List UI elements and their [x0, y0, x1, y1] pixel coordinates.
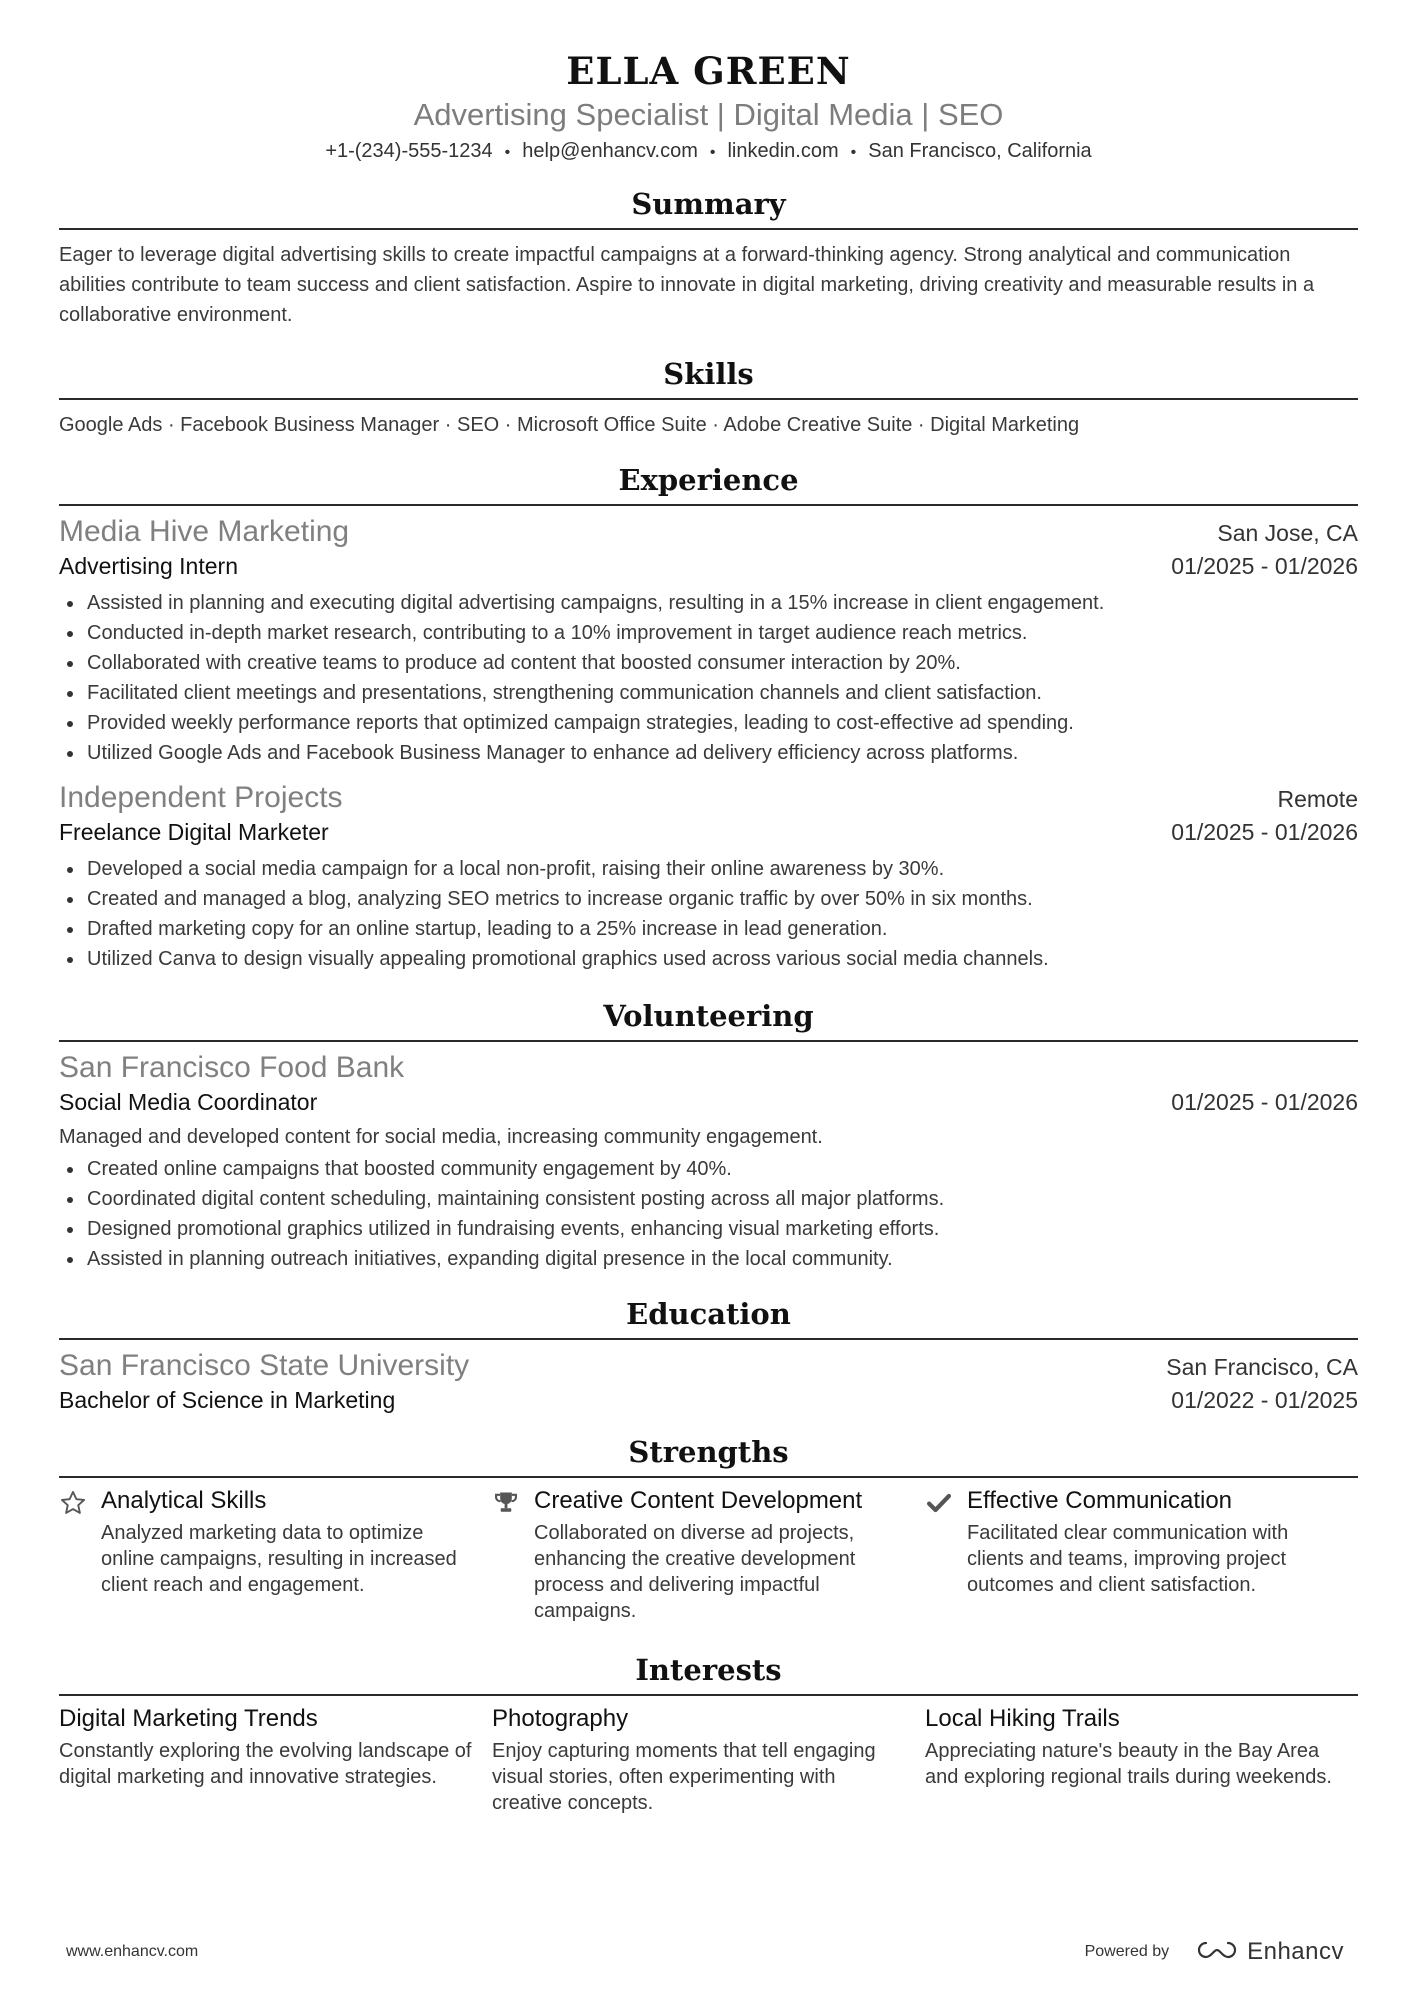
interest-item: [925, 1704, 1358, 1816]
list-item: Utilized Google Ads and Facebook Business Manager to enhance ad delivery efficiency across platforms.: [59, 738, 1358, 768]
strength-item: [59, 1486, 492, 1624]
list-item: Created online campaigns that boosted community engagement by 40%.: [59, 1154, 1358, 1184]
interest-description: Constantly exploring the evolving landscape of digital marketing and innovative strategies.: [59, 1740, 472, 1788]
strength-item: [492, 1486, 925, 1624]
strength-description: Collaborated on diverse ad projects, enhancing the creative development process and delivering impactful campaigns.: [534, 1522, 856, 1622]
job-location: San Jose, CA: [1217, 520, 1358, 546]
list-item: Conducted in-depth market research, contributing to a 10% improvement in target audience reach metrics.: [59, 618, 1358, 648]
list-item: Designed promotional graphics utilized in fundraising events, enhancing visual marketing efforts.: [59, 1214, 1358, 1244]
section-title: Interests: [59, 1652, 1358, 1696]
school-location: San Francisco, CA: [1166, 1354, 1358, 1380]
resume-page: [59, 0, 1358, 1816]
candidate-headline: Advertising Specialist | Digital Media | SEO: [413, 97, 1004, 132]
checkmark-icon: [925, 1486, 967, 1624]
section-title: Skills: [59, 356, 1358, 400]
trophy-icon: [492, 1486, 534, 1624]
volunteering-section: [59, 998, 1358, 1274]
education-entry: [59, 1348, 1358, 1416]
strength-description: Facilitated clear communication with clients and teams, improving project outcomes and client satisfaction.: [967, 1522, 1289, 1596]
job-title: Advertising Intern: [59, 553, 238, 579]
achievement-list: [59, 588, 1358, 768]
company-name: Independent Projects: [59, 781, 343, 814]
strength-description: Analyzed marketing data to optimize online campaigns, resulting in increased client reach and engagement.: [101, 1522, 457, 1596]
interests-grid: [59, 1704, 1358, 1816]
contact-line: [59, 138, 1358, 166]
section-title: Education: [59, 1296, 1358, 1340]
contact-location: San Francisco, California: [868, 140, 1092, 162]
resume-header: [59, 0, 1358, 166]
list-item: Utilized Canva to design visually appealing promotional graphics used across various social media channels.: [59, 944, 1358, 974]
strength-title: Effective Communication: [967, 1487, 1233, 1514]
strengths-section: [59, 1434, 1358, 1624]
organization-name: San Francisco Food Bank: [59, 1051, 405, 1084]
achievement-list: [59, 854, 1358, 974]
list-item: Assisted in planning and executing digital advertising campaigns, resulting in a 15% increase in client engagement.: [59, 588, 1358, 618]
volunteer-description: Managed and developed content for social media, increasing community engagement.: [59, 1126, 823, 1148]
page-footer: [66, 1938, 1344, 1966]
interest-description: Appreciating nature's beauty in the Bay Area and exploring regional trails during weekends.: [925, 1740, 1332, 1788]
contact-separator: •: [850, 144, 857, 161]
volunteer-dates: 01/2025 - 01/2026: [1171, 1089, 1358, 1115]
company-name: Media Hive Marketing: [59, 515, 350, 548]
strength-title: Analytical Skills: [101, 1487, 267, 1514]
list-item: Assisted in planning outreach initiatives, expanding digital presence in the local community.: [59, 1244, 1358, 1274]
contact-separator: •: [504, 144, 511, 161]
footer-website-link[interactable]: www.enhancv.com: [66, 1943, 199, 1960]
skills-section: [59, 356, 1358, 440]
section-title: Experience: [59, 462, 1358, 506]
experience-entry: [59, 780, 1358, 974]
interest-title: Photography: [492, 1705, 629, 1732]
volunteer-role: Social Media Coordinator: [59, 1089, 318, 1115]
job-dates: 01/2025 - 01/2026: [1171, 553, 1358, 579]
education-dates: 01/2022 - 01/2025: [1171, 1387, 1358, 1413]
list-item: Developed a social media campaign for a local non-profit, raising their online awareness by 30%.: [59, 854, 1358, 884]
experience-entry: [59, 514, 1358, 768]
degree-title: Bachelor of Science in Marketing: [59, 1387, 396, 1413]
interest-description: Enjoy capturing moments that tell engaging visual stories, often experimenting with creative concepts.: [492, 1740, 876, 1814]
interest-item: [492, 1704, 925, 1816]
summary-section: [59, 186, 1358, 330]
experience-section: [59, 462, 1358, 974]
job-title: Freelance Digital Marketer: [59, 819, 329, 845]
contact-separator: •: [709, 144, 716, 161]
strength-title: Creative Content Development: [534, 1487, 863, 1514]
brand-name[interactable]: Enhancv: [1247, 1938, 1344, 1965]
section-title: Volunteering: [59, 998, 1358, 1042]
list-item: Created and managed a blog, analyzing SEO metrics to increase organic traffic by over 50% in six months.: [59, 884, 1358, 914]
summary-text: Eager to leverage digital advertising skills to create impactful campaigns at a forward-thinking agency. Strong analytical and communication abilities contribute to team success and client satisfaction. Aspire to innovate in digital marketing, driving creativity and measurable results in a collaborative environment.: [59, 244, 1315, 326]
achievement-list: [59, 1154, 1358, 1274]
volunteering-entry: [59, 1050, 1358, 1274]
interests-section: [59, 1652, 1358, 1816]
interest-title: Digital Marketing Trends: [59, 1705, 318, 1732]
school-name: San Francisco State University: [59, 1349, 470, 1382]
list-item: Drafted marketing copy for an online startup, leading to a 25% increase in lead generation.: [59, 914, 1358, 944]
job-location: Remote: [1277, 786, 1358, 812]
enhancv-logo-icon: [1195, 1939, 1239, 1966]
contact-phone[interactable]: +1-(234)-555-1234: [325, 140, 493, 162]
interest-item: [59, 1704, 492, 1816]
candidate-name: ELLA GREEN: [566, 49, 851, 93]
list-item: Provided weekly performance reports that optimized campaign strategies, leading to cost-effective ad spending.: [59, 708, 1358, 738]
skills-list: Google Ads · Facebook Business Manager · SEO · Microsoft Office Suite · Adobe Creative Suite · Digital Marketing: [59, 414, 1080, 436]
list-item: Coordinated digital content scheduling, maintaining consistent posting across all major platforms.: [59, 1184, 1358, 1214]
interest-title: Local Hiking Trails: [925, 1705, 1120, 1732]
strengths-grid: [59, 1486, 1358, 1624]
strength-item: [925, 1486, 1358, 1624]
footer-branding: [1085, 1938, 1344, 1966]
section-title: Strengths: [59, 1434, 1358, 1478]
star-icon: [59, 1486, 101, 1624]
list-item: Facilitated client meetings and presentations, strengthening communication channels and client satisfaction.: [59, 678, 1358, 708]
list-item: Collaborated with creative teams to produce ad content that boosted consumer interaction by 20%.: [59, 648, 1358, 678]
section-title: Summary: [59, 186, 1358, 230]
job-dates: 01/2025 - 01/2026: [1171, 819, 1358, 845]
education-section: [59, 1296, 1358, 1416]
powered-by-label: Powered by: [1084, 1943, 1170, 1960]
contact-email[interactable]: help@enhancv.com: [522, 140, 698, 162]
contact-linkedin[interactable]: linkedin.com: [727, 140, 839, 162]
